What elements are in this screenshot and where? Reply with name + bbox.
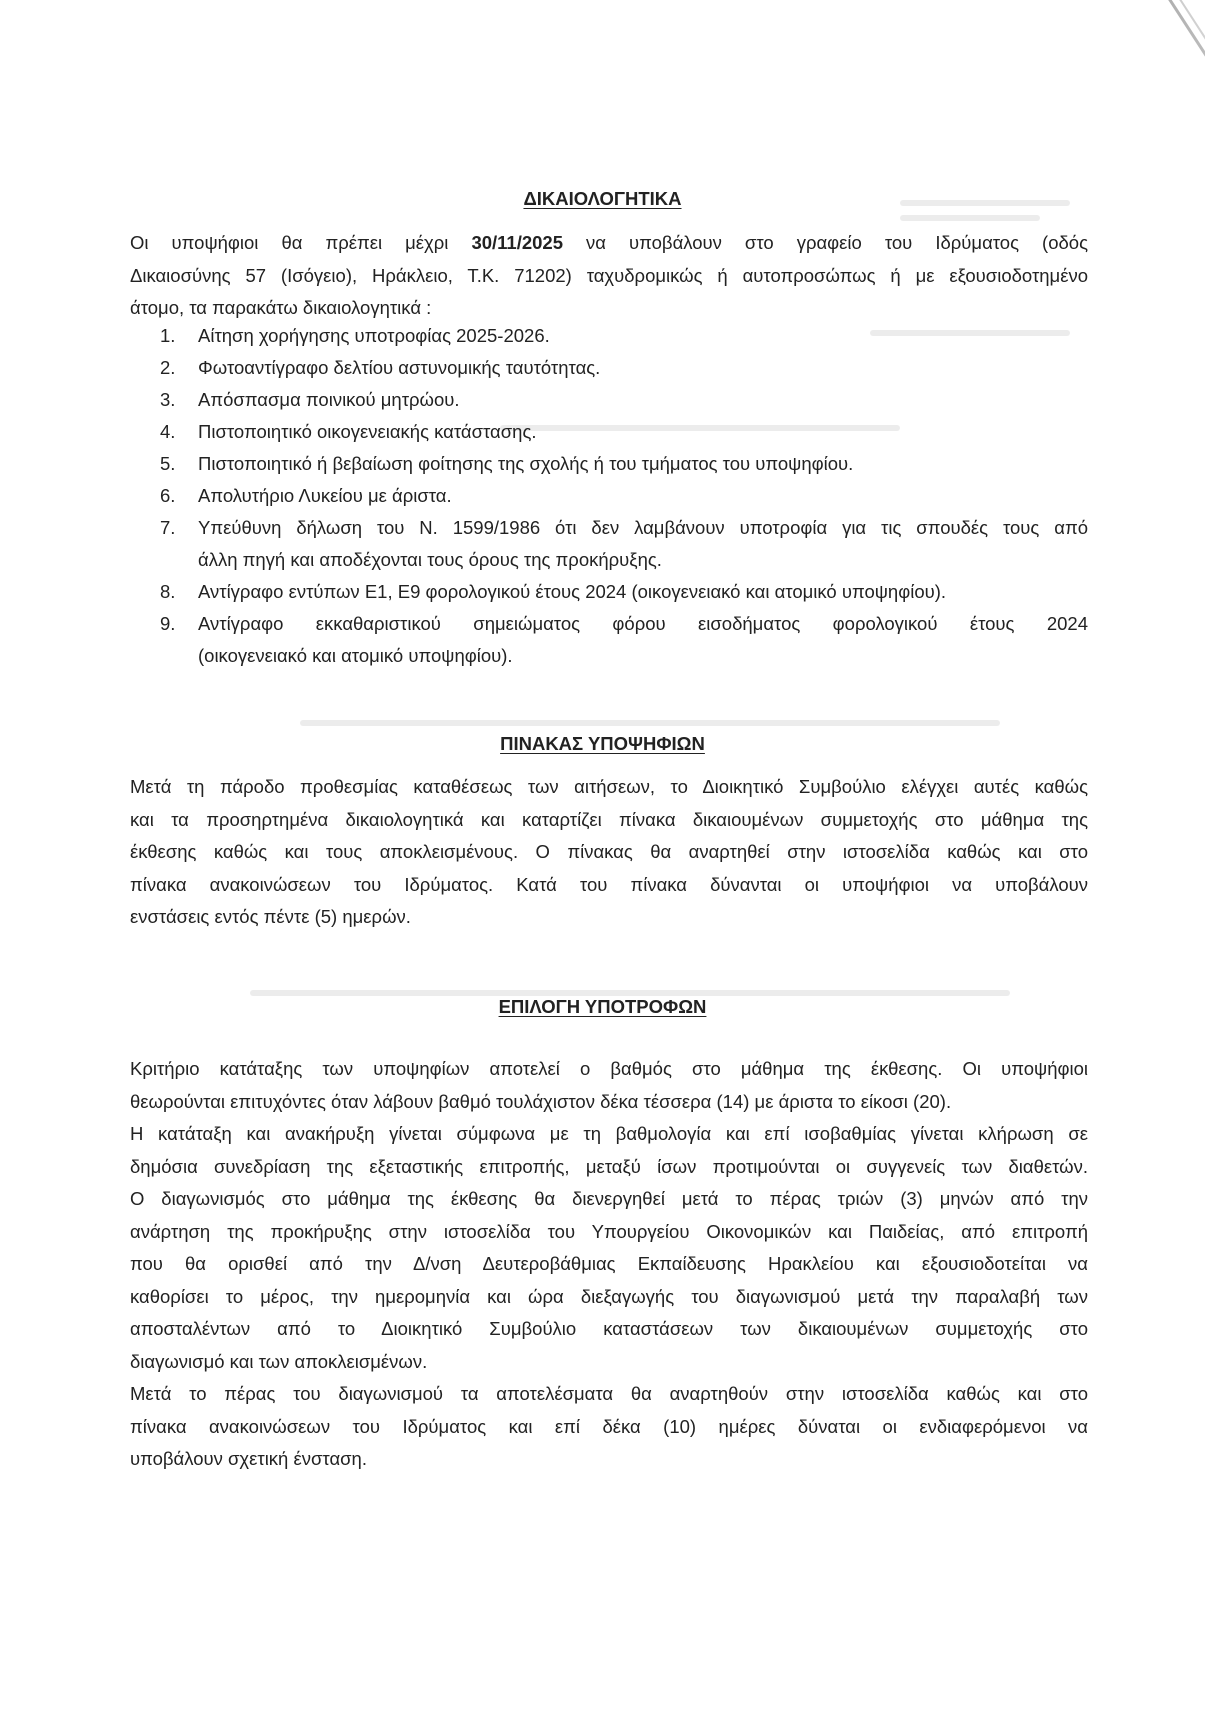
section-title-selection: ΕΠΙΛΟΓΗ ΥΠΟΤΡΟΦΩΝ — [498, 996, 707, 1017]
selection-paragraph — [130, 1053, 1088, 1476]
list-item-text: (οικογενειακό και ατομικό υποψηφίου). — [198, 645, 513, 666]
list-item-text: άλλη πηγή και αποδέχονται τους όρους της προκήρυξης. — [198, 549, 662, 570]
documents-intro-line: Δικαιοσύνης 57 (Ισόγειο), Ηράκλειο, Τ.Κ. 71202) ταχυδρομικώς ή αυτοπροσώπως ή με εξουσιοδοτημένο — [130, 264, 1088, 286]
paragraph-line: και τα προσηρτημένα δικαιολογητικά και καταρτίζει πίνακα δικαιουμένων συμμετοχής στο μάθημα της — [130, 808, 1088, 830]
intro-text: Οι υποψήφιοι θα πρέπει μέχρι — [130, 232, 472, 253]
list-item-number: 3. — [160, 389, 176, 410]
paragraph-line: που θα ορισθεί από την Δ/νση Δευτεροβάθμιας Εκπαίδευσης Ηρακλείου και εξουσιοδοτείται να — [130, 1253, 1088, 1274]
documents-list — [160, 320, 1088, 672]
list-item-text: Απολυτήριο Λυκείου με άριστα. — [198, 485, 452, 506]
paragraph-line: ανάρτηση της προκήρυξης στην ιστοσελίδα του Υπουργείου Οικονομικών και Παιδείας, από επιτροπή — [130, 1220, 1088, 1242]
list-item-number: 7. — [160, 517, 176, 538]
paragraph-line: καθορίσει το μέρος, την ημερομηνία και ώρα διεξαγωγής του διαγωνισμού μετά την παραλαβή των — [130, 1285, 1088, 1307]
documents-intro-line — [130, 227, 1088, 260]
paragraph-line: Μετά τη πάροδο προθεσμίας καταθέσεως των αιτήσεων, το Διοικητικό Συμβούλιο ελέγχει αυτές καθώς — [130, 776, 1088, 797]
list-item — [160, 608, 1088, 672]
list-item — [160, 320, 1088, 352]
list-item-number: 9. — [160, 613, 176, 634]
list-item-number: 8. — [160, 581, 176, 602]
list-item — [160, 416, 1088, 448]
list-item — [160, 576, 1088, 608]
paragraph-line: πίνακα ανακοινώσεων του Ιδρύματος και επί δέκα (10) ημέρες δύναται οι ενδιαφερόμενοι να — [130, 1415, 1088, 1437]
list-item-number: 1. — [160, 325, 176, 346]
list-item-number: 5. — [160, 453, 176, 474]
paragraph-line: Η κατάταξη και ανακήρυξη γίνεται σύμφωνα με τη βαθμολογία και επί ισοβαθμίας γίνεται κλήρωση σε — [130, 1123, 1088, 1144]
bleed-through-mark — [900, 215, 1040, 221]
paragraph-line: Κριτήριο κατάταξης των υποψηφίων αποτελεί ο βαθμός στο μάθημα της έκθεσης. Οι υποψήφιοι — [130, 1058, 1088, 1079]
paragraph-line: διαγωνισμό και των αποκλεισμένων. — [130, 1350, 428, 1372]
intro-text: να υποβάλουν στο γραφείο του Ιδρύματος (οδός — [563, 232, 1088, 253]
list-item-number: 6. — [160, 485, 176, 506]
list-item — [160, 352, 1088, 384]
paragraph-line: θεωρούνται επιτυχόντες όταν λάβουν βαθμό τουλάχιστον δέκα τέσσερα (14) με άριστα το είκοσι (20). — [130, 1090, 952, 1112]
list-item-text: Πιστοποιητικό οικογενειακής κατάστασης. — [198, 421, 537, 442]
list-item-text: Αίτηση χορήγησης υποτροφίας 2025-2026. — [198, 325, 550, 346]
list-item — [160, 448, 1088, 480]
paragraph-line: Μετά το πέρας του διαγωνισμού τα αποτελέσματα θα αναρτηθούν στην ιστοσελίδα καθώς και στο — [130, 1383, 1088, 1404]
section-title-candidates: ΠΙΝΑΚΑΣ ΥΠΟΨΗΦΙΩΝ — [500, 733, 705, 754]
paragraph-line: Ο διαγωνισμός στο μάθημα της έκθεσης θα διενεργηθεί μετά το πέρας τριών (3) μηνών από την — [130, 1188, 1088, 1209]
list-item-text: Πιστοποιητικό ή βεβαίωση φοίτησης της σχολής ή του τμήματος του υποψηφίου. — [198, 453, 854, 474]
documents-intro-paragraph — [130, 227, 1088, 325]
section-title-documents: ΔΙΚΑΙΟΛΟΓΗΤΙΚΑ — [523, 188, 682, 209]
bleed-through-mark — [300, 720, 1000, 726]
paragraph-line: δημόσια συνεδρίαση της εξεταστικής επιτροπής, μεταξύ ίσων προτιμούνται οι συγγενείς των διαθετών. — [130, 1155, 1088, 1177]
list-item-text: Αντίγραφο εντύπων Ε1, Ε9 φορολογικού έτους 2024 (οικογενειακό και ατομικό υποψηφίου). — [198, 581, 947, 602]
list-item-text: Απόσπασμα ποινικού μητρώου. — [198, 389, 460, 410]
deadline-date: 30/11/2025 — [471, 232, 564, 253]
list-item-text: Υπεύθυνη δήλωση του Ν. 1599/1986 ότι δεν λαμβάνουν υποτροφία για τις σπουδές τους από — [198, 517, 1088, 538]
list-item-text: Αντίγραφο εκκαθαριστικού σημειώματος φόρου εισοδήματος φορολογικού έτους 2024 — [198, 613, 1088, 634]
candidates-paragraph — [130, 771, 1088, 934]
documents-intro-line: άτομο, τα παρακάτω δικαιολογητικά : — [130, 297, 432, 318]
paragraph-line: υποβάλουν σχετική ένσταση. — [130, 1448, 367, 1469]
paragraph-line: πίνακα ανακοινώσεων του Ιδρύματος. Κατά του πίνακα δύνανται οι υποψήφιοι να υποβάλουν — [130, 873, 1088, 895]
list-item — [160, 512, 1088, 576]
paragraph-line: αποσταλέντων από το Διοικητικό Συμβούλιο καταστάσεων των δικαιουμένων συμμετοχής στο — [130, 1318, 1088, 1339]
list-item — [160, 480, 1088, 512]
list-item-number: 4. — [160, 421, 176, 442]
list-item-text: Φωτοαντίγραφο δελτίου αστυνομικής ταυτότητας. — [198, 357, 601, 378]
list-item — [160, 384, 1088, 416]
paragraph-line: ενστάσεις εντός πέντε (5) ημερών. — [130, 906, 411, 927]
list-item-number: 2. — [160, 357, 176, 378]
paragraph-line: έκθεσης καθώς και τους αποκλεισμένους. Ο πίνακας θα αναρτηθεί στην ιστοσελίδα καθώς και στο — [130, 841, 1088, 862]
